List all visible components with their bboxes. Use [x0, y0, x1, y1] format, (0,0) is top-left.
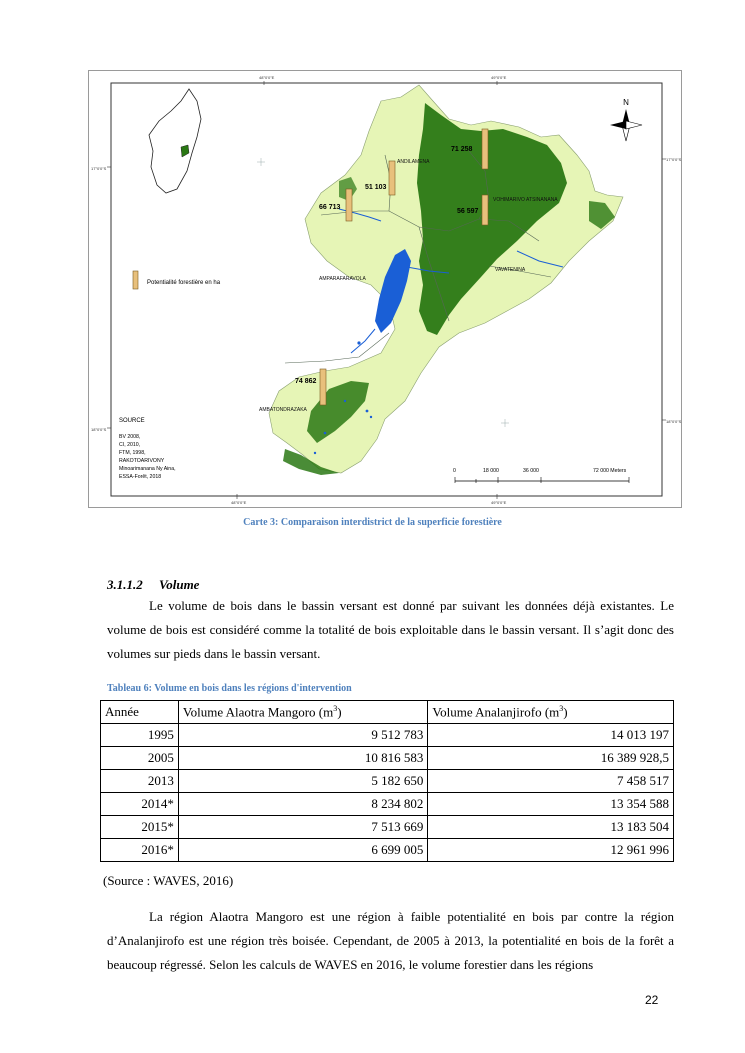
- source-line: ESSA-Forêt, 2018: [119, 474, 162, 480]
- table-title: Tableau 6: Volume en bois dans les régions d'intervention: [107, 683, 352, 694]
- north-label: N: [623, 98, 629, 107]
- cell-year: 2014*: [101, 793, 179, 816]
- paragraph-text: La région Alaotra Mangoro est une région à faible potentialité en bois par contre la région d’Analanjirofo est une région très boisée. Cependant, de 2005 à 2013, la potentialité en bois de la forêt a beaucoup régressé. Selon les calculs de WAVES en 2016, le volume forestier dans les régions: [107, 909, 674, 972]
- table-row: [101, 770, 674, 793]
- source-line: RAKOTOARIVONY: [119, 458, 165, 464]
- cell-analanjirofo: 7 458 517: [428, 770, 674, 793]
- coord-left-bottom: 18°0'0"S: [91, 427, 107, 432]
- header-alaotra: Volume Alaotra Mangoro $(m^3)$: [178, 701, 428, 724]
- coord-left-top: 17°0'0"S: [91, 166, 107, 171]
- scale-label: 72 000 Meters: [593, 468, 627, 474]
- section-number: 3.1.1.2: [107, 577, 143, 592]
- paragraph-analysis: [107, 905, 674, 977]
- table-source: (Source : WAVES, 2016): [103, 873, 234, 888]
- table-row: [101, 816, 674, 839]
- legend-label: Potentialité forestière en ha: [147, 280, 221, 286]
- potential-bar-vohimarivo: [482, 195, 488, 225]
- potential-bar-andilamena: [389, 161, 395, 195]
- cell-alaotra: 8 234 802: [178, 793, 428, 816]
- section-heading: [107, 577, 199, 593]
- table-row: [101, 839, 674, 862]
- coord-top-left: 48°0'0"E: [259, 75, 275, 80]
- cell-analanjirofo: 13 183 504: [428, 816, 674, 839]
- coord-right-top: 17°0'0"S: [666, 157, 682, 162]
- map-caption: Carte 3: Comparaison interdistrict de la superficie forestière: [243, 517, 502, 528]
- coord-bottom-right: 49°0'0"E: [491, 500, 507, 505]
- source-line: CI, 2010,: [119, 442, 141, 448]
- scale-label: 0: [453, 468, 456, 474]
- value-label-1: 51 103: [365, 184, 387, 191]
- cell-year: 1995: [101, 724, 179, 747]
- legend-bar-icon: [133, 271, 138, 289]
- cell-analanjirofo: 16 389 928,5: [428, 747, 674, 770]
- cell-alaotra: 6 699 005: [178, 839, 428, 862]
- cell-analanjirofo: 13 354 588: [428, 793, 674, 816]
- table-row: [101, 747, 674, 770]
- table-row: [101, 793, 674, 816]
- value-label-4: 74 862: [295, 378, 317, 385]
- cell-year: 2016*: [101, 839, 179, 862]
- value-label-2: 66 713: [319, 204, 341, 211]
- map-figure: [88, 70, 682, 508]
- table-header-row: [101, 701, 674, 724]
- coord-right-bottom: 18°0'0"S: [666, 419, 682, 424]
- source-line: BV 2008,: [119, 434, 141, 440]
- cell-year: 2015*: [101, 816, 179, 839]
- district-label-vohimarivo: VOHIMARIVO ATSINANANA: [493, 197, 558, 203]
- potential-bar-amparafaravola: [346, 189, 352, 221]
- potential-bar-ambatondrazaka: [320, 369, 326, 405]
- value-label-0: 71 258: [451, 146, 473, 153]
- cell-year: 2013: [101, 770, 179, 793]
- cell-analanjirofo: 12 961 996: [428, 839, 674, 862]
- paragraph-volume: [107, 594, 674, 666]
- cell-alaotra: 10 816 583: [178, 747, 428, 770]
- section-title: Volume: [159, 577, 200, 592]
- header-analanjirofo: Volume Analanjirofo $(m^3)$: [428, 701, 674, 724]
- coord-top-right: 49°0'0"E: [491, 75, 507, 80]
- page-number: 22: [645, 993, 659, 1007]
- forest-map: [89, 71, 683, 509]
- district-label-vavatenina: VAVATENINA: [495, 267, 526, 273]
- cell-alaotra: 7 513 669: [178, 816, 428, 839]
- cell-year: 2005: [101, 747, 179, 770]
- header-year: Année: [101, 701, 179, 724]
- cell-alaotra: 9 512 783: [178, 724, 428, 747]
- scale-label: 18 000: [483, 468, 499, 474]
- source-line: Minoarimanana Ny Aina,: [119, 466, 176, 472]
- district-label-ambatondrazaka: AMBATONDRAZAKA: [259, 407, 307, 413]
- source-title: SOURCE: [119, 418, 145, 424]
- coord-bottom-left: 48°0'0"E: [231, 500, 247, 505]
- cell-alaotra: 5 182 650: [178, 770, 428, 793]
- paragraph-text: Le volume de bois dans le bassin versant est donné par suivant les données déjà existantes. Le volume de bois est considéré comme la totalité de bois exploitable dans le bassin versant. Il s’agit donc des volumes sur pieds dans le bassin versant.: [107, 598, 674, 661]
- district-label-andilamena: ANDILAMENA: [397, 159, 430, 165]
- district-label-amparafaravola: AMPARAFARAVOLA: [319, 276, 366, 282]
- cell-analanjirofo: 14 013 197: [428, 724, 674, 747]
- table-row: [101, 724, 674, 747]
- potential-bar-andilamena-north: [482, 129, 488, 169]
- volume-table: [100, 700, 674, 862]
- scale-label: 36 000: [523, 468, 539, 474]
- source-line: FTM, 1998,: [119, 450, 146, 456]
- value-label-3: 56 597: [457, 208, 479, 215]
